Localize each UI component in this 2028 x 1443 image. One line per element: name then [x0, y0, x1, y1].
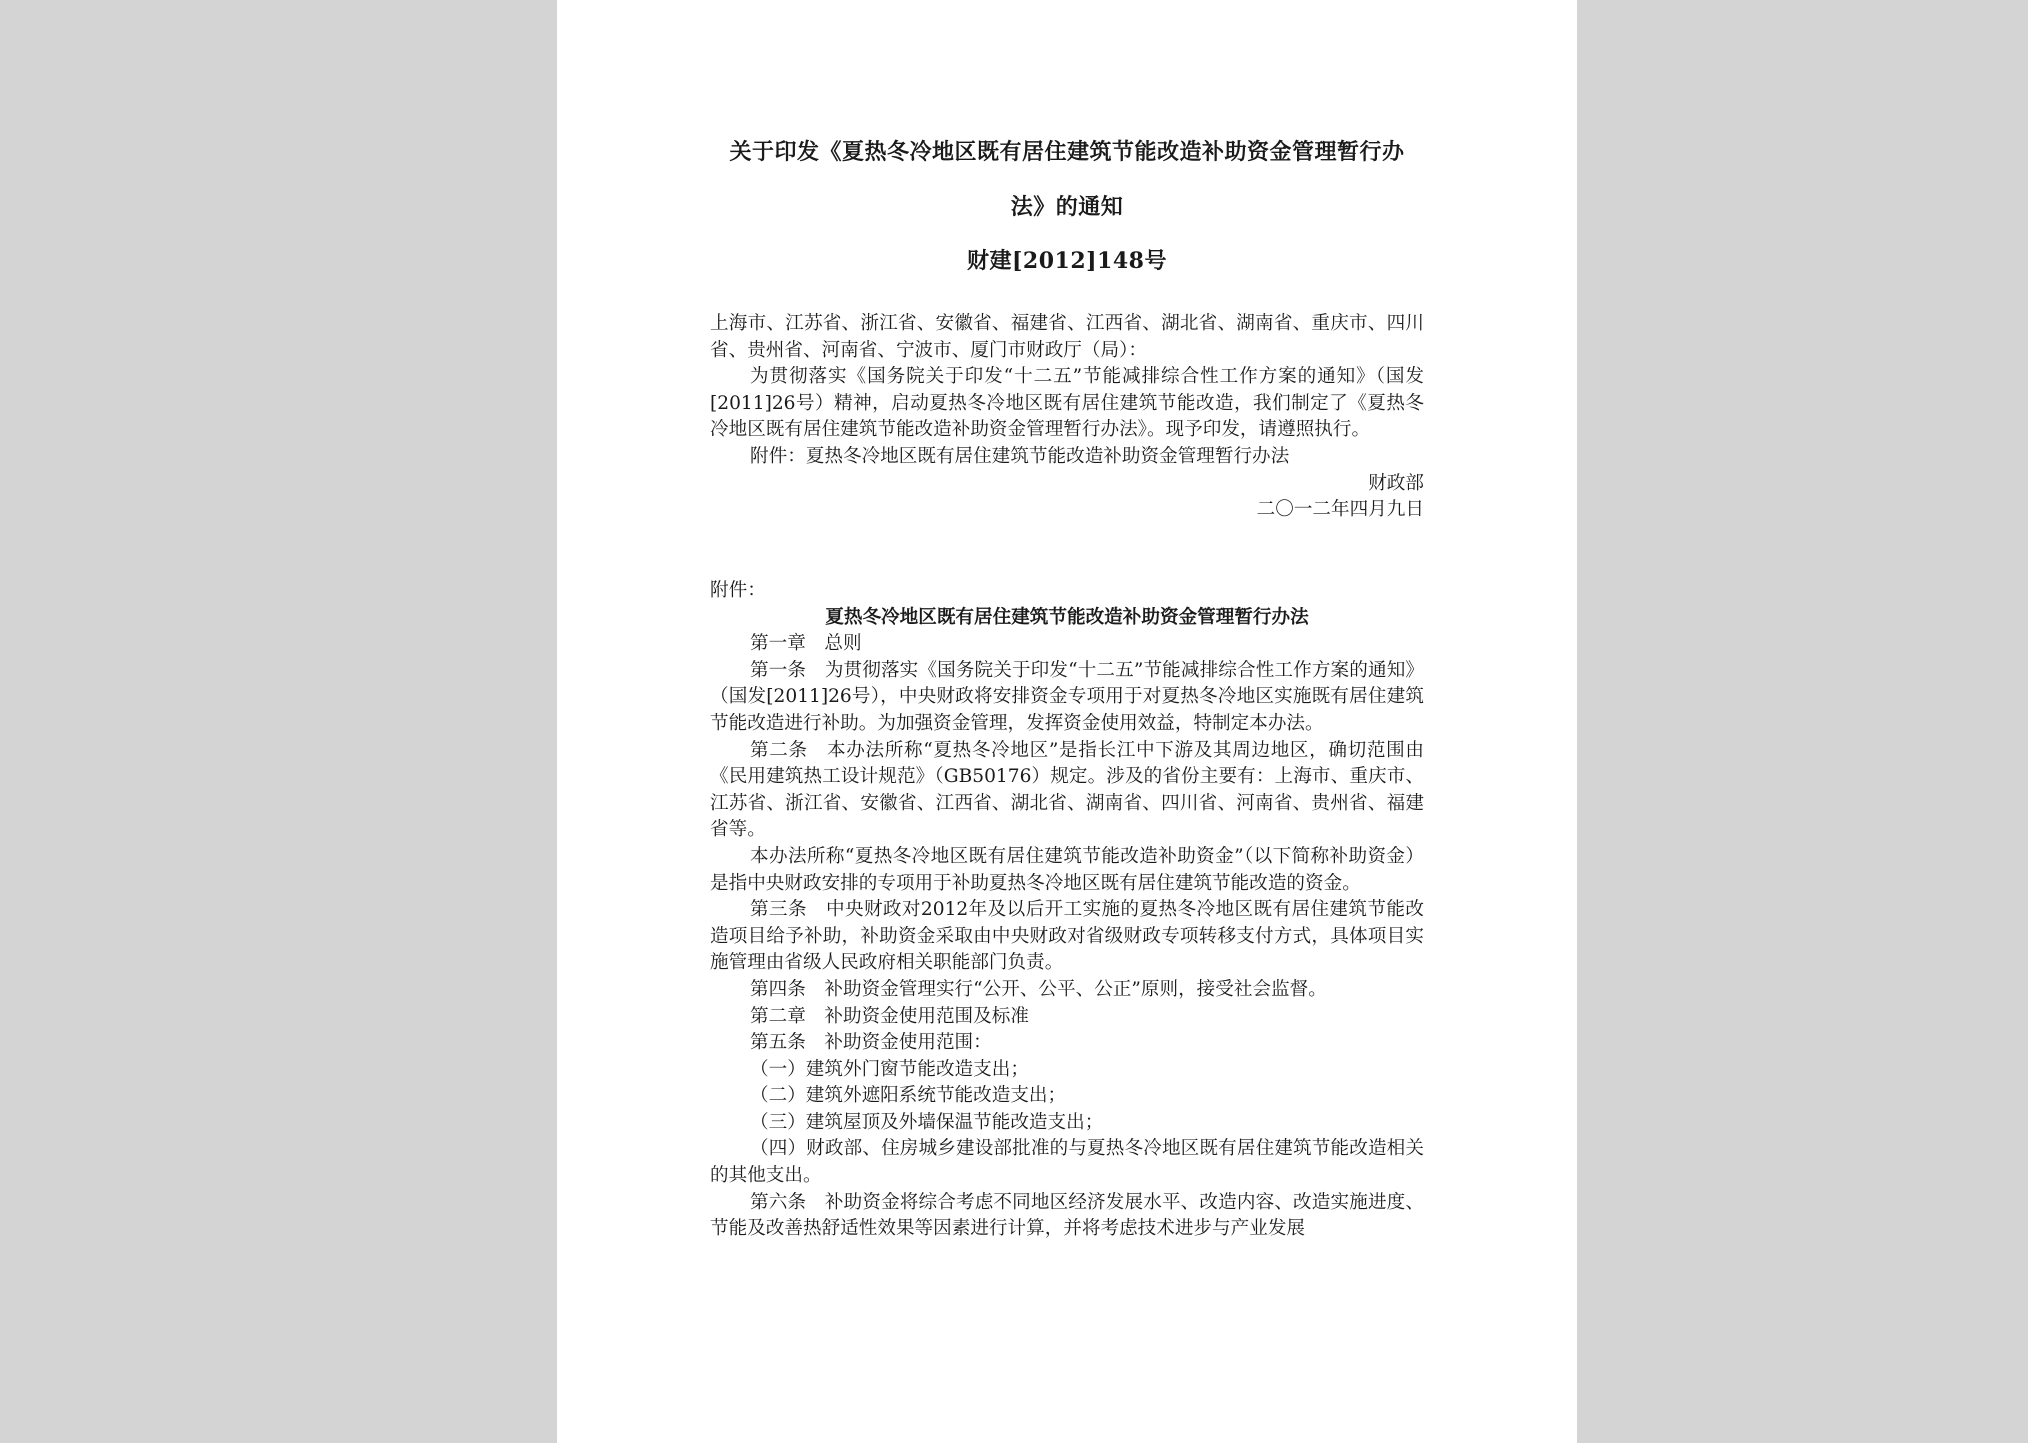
- list-item: （三）建筑屋顶及外墙保温节能改造支出；: [750, 1111, 1104, 1133]
- annex-label: 附件：: [710, 580, 766, 601]
- notice-attachment-ref: 附件：夏热冬冷地区既有居住建筑节能改造补助资金管理暂行办法: [750, 445, 1290, 467]
- notice-paragraph: 为贯彻落实《国务院关于印发“十二五”节能减排综合性工作方案的通知》（国发[2011]26号）精神，启动夏热冬冷地区既有居住建筑节能改造，我们制定了《夏热冬冷地区既有居住建筑节能改造补助资金管理暂行办法》。现予印发，请遵照执行。: [710, 366, 1424, 441]
- document-title-line2: 法》的通知: [1010, 194, 1124, 220]
- list-item: （四）财政部、住房城乡建设部批准的与夏热冬冷地区既有居住建筑节能改造相关的其他支出。: [710, 1138, 1424, 1187]
- article-paragraph: 第六条 补助资金将综合考虑不同地区经济发展水平、改造内容、改造实施进度、节能及改善热舒适性效果等因素进行计算，并将考虑技术进步与产业发展: [710, 1191, 1424, 1240]
- article-paragraph: 本办法所称“夏热冬冷地区既有居住建筑节能改造补助资金”（以下简称补助资金）是指中央财政安排的专项用于补助夏热冬冷地区既有居住建筑节能改造的资金。: [710, 845, 1424, 894]
- article-paragraph: 第三条 中央财政对2012年及以后开工实施的夏热冬冷地区既有居住建筑节能改造项目给予补助，补助资金采取由中央财政对省级财政专项转移支付方式，具体项目实施管理由省级人民政府相关职能部门负责。: [710, 899, 1424, 974]
- notice-issuer: 财政部: [1368, 472, 1424, 494]
- article-paragraph: 第四条 补助资金管理实行“公开、公平、公正”原则，接受社会监督。: [750, 978, 1327, 1000]
- article-paragraph: 第五条 补助资金使用范围：: [750, 1032, 992, 1054]
- notice-date: 二〇一二年四月九日: [1256, 499, 1424, 521]
- chapter-heading: 第一章 总则: [750, 633, 862, 655]
- list-item: （一）建筑外门窗节能改造支出；: [750, 1058, 1029, 1080]
- article-paragraph: 第一条 为贯彻落实《国务院关于印发“十二五”节能减排综合性工作方案的通知》（国发[2011]26号），中央财政将安排资金专项用于对夏热冬冷地区实施既有居住建筑节能改造进行补助。为加强资金管理，发挥资金使用效益，特制定本办法。: [710, 659, 1424, 734]
- notice-addressees: 上海市、江苏省、浙江省、安徽省、福建省、江西省、湖北省、湖南省、重庆市、四川省、贵州省、河南省、宁波市、厦门市财政厅（局）：: [710, 313, 1424, 361]
- annex-title: 夏热冬冷地区既有居住建筑节能改造补助资金管理暂行办法: [825, 606, 1309, 628]
- document-title-line1: 关于印发《夏热冬冷地区既有居住建筑节能改造补助资金管理暂行办: [729, 139, 1405, 165]
- annex-body: [710, 578, 1424, 1243]
- article-paragraph: 第二条 本办法所称“夏热冬冷地区”是指长江中下游及其周边地区，确切范围由《民用建筑热工设计规范》（GB50176）规定。涉及的省份主要有：上海市、重庆市、江苏省、浙江省、安徽省、江西省、湖北省、湖南省、四川省、河南省、贵州省、福建省等。: [710, 739, 1424, 841]
- document-number: 财建[2012]148号: [967, 248, 1167, 274]
- notice-body: [710, 311, 1424, 524]
- document-page: [557, 0, 1577, 1443]
- chapter-heading: 第二章 补助资金使用范围及标准: [750, 1005, 1029, 1027]
- list-item: （二）建筑外遮阳系统节能改造支出；: [750, 1085, 1067, 1107]
